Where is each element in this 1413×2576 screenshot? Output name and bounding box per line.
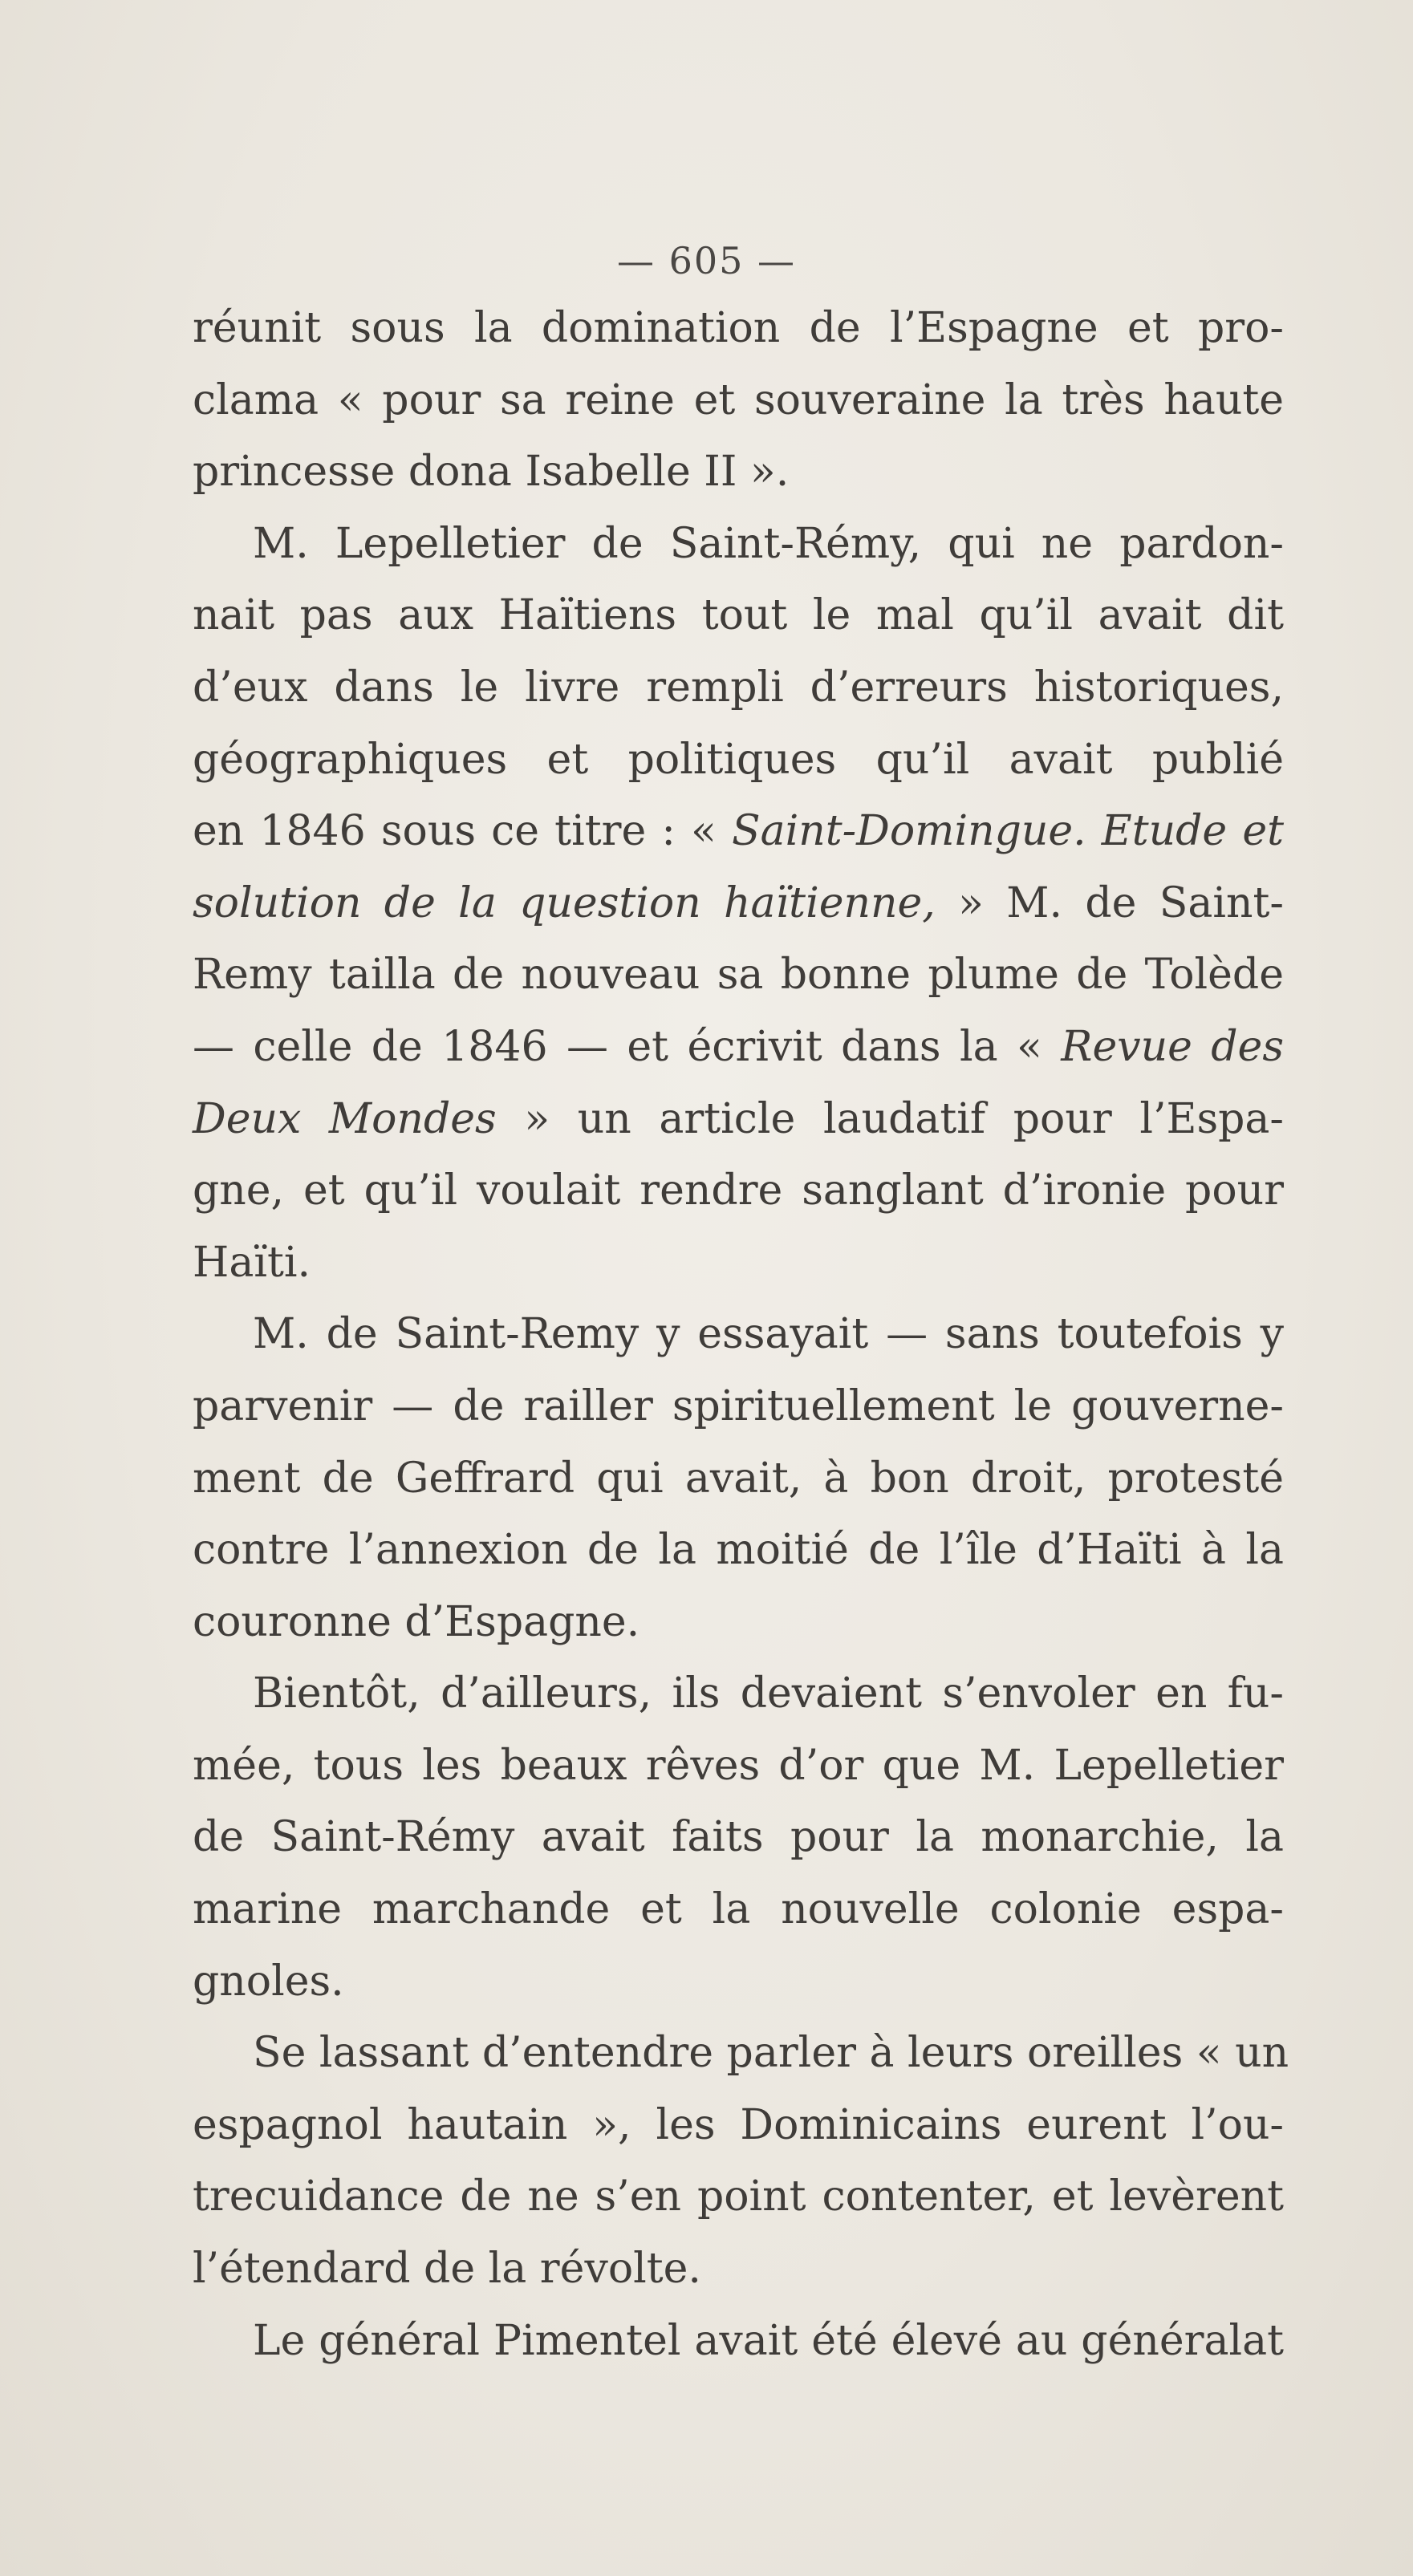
text-line: ment de Geffrard qui avait, à bon droit, protesté [193,1454,1284,1503]
text-line [193,1084,1284,1156]
text-line: M. Lepelletier de Saint-Rémy, qui ne pardon- [253,519,1284,568]
page-number: — 605 — [616,239,797,282]
text-line [193,796,1284,868]
text-line: Bientôt, d’ailleurs, ils devaient s’envoler en fu- [253,1669,1284,1718]
text-span: en 1846 sous ce titre : « [193,807,717,856]
text-line: couronne d’Espagne. [193,1597,640,1646]
text-line: réunit sous la domination de l’Espagne et pro- [193,304,1284,352]
text-line: contre l’annexion de la moitié de l’île d’Haïti à la [193,1526,1284,1575]
text-line: gne, et qu’il voulait rendre sanglant d’ironie pour [193,1166,1284,1215]
text-line: d’eux dans le livre rempli d’erreurs historiques, [193,663,1284,712]
body-text [193,293,1289,2377]
text-line: trecuidance de ne s’en point contenter, et levèrent [193,2172,1284,2221]
book-title: Saint-Domingue. Etude et [731,807,1285,856]
book-title: solution de la question haïtienne, [193,878,936,927]
text-line: mée, tous les beaux rêves d’or que M. Lepelletier [193,1741,1284,1790]
text-line: de Saint-Rémy avait faits pour la monarchie, la [193,1813,1284,1862]
text-line: clama « pour sa reine et souveraine la très haute [193,375,1284,424]
text-line: l’étendard de la révolte. [193,2245,701,2294]
text-line: parvenir — de railler spirituellement le gouverne- [193,1381,1284,1430]
text-line: Se lassant d’entendre parler à leurs oreilles « un [253,2029,1289,2078]
text-line: espagnol hautain », les Dominicains eurent l’ou- [193,2100,1284,2149]
journal-title: Deux Mondes [193,1094,497,1143]
text-line: géographiques et politiques qu’il avait publié [193,735,1284,784]
text-line: nait pas aux Haïtiens tout le mal qu’il avait dit [193,591,1284,640]
text-line: marine marchande et la nouvelle colonie espa- [193,1885,1284,1934]
text-span: — celle de 1846 — et écrivit dans la « [193,1022,1042,1071]
text-line: M. de Saint-Remy y essayait — sans toutefois y [253,1310,1284,1359]
text-line: Le général Pimentel avait été élevé au généralat [253,2316,1284,2365]
text-line: Remy tailla de nouveau sa bonne plume de Tolède [193,951,1284,1000]
text-line: Haïti. [193,1238,311,1287]
text-line [193,868,1284,940]
journal-title: Revue des [1061,1022,1285,1071]
text-span: » M. de Saint- [958,878,1284,927]
text-span: » un article laudatif pour l’Espa- [524,1094,1284,1143]
text-line [193,1012,1284,1084]
text-line: princesse dona Isabelle II ». [193,448,790,497]
text-line: gnoles. [193,1957,344,2006]
